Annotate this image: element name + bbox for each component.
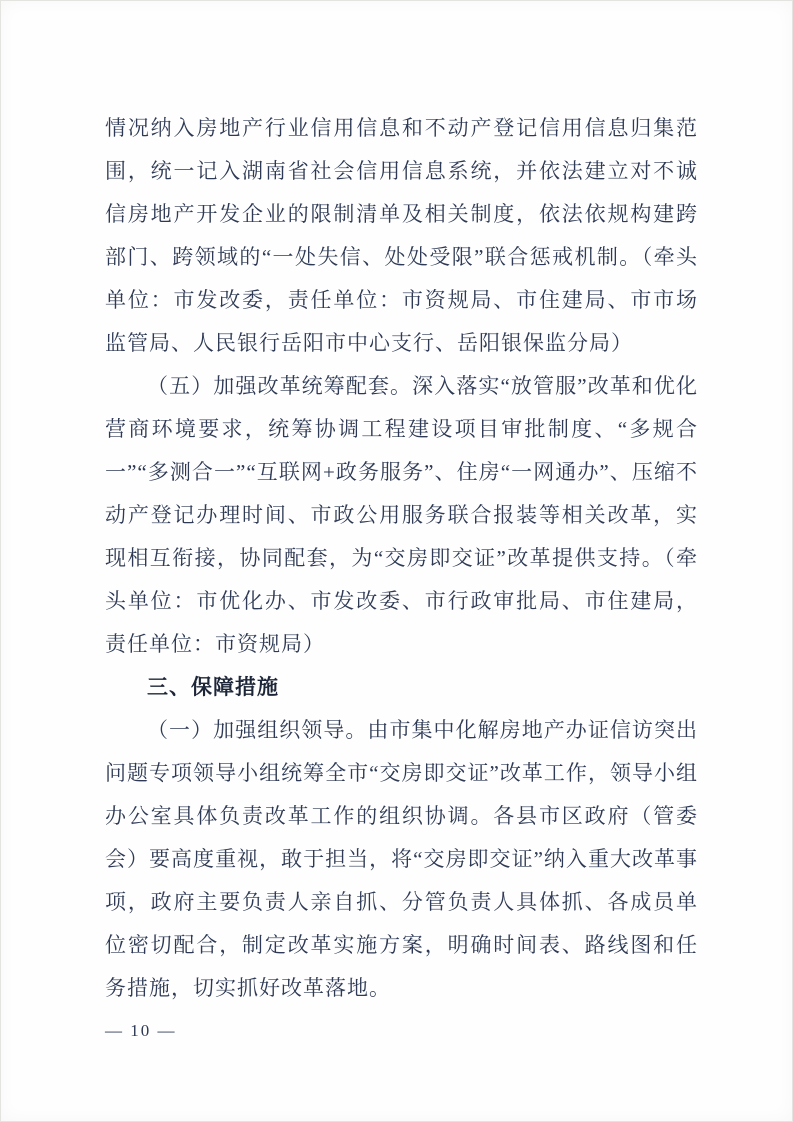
paragraph-continuation: 情况纳入房地产行业信用信息和不动产登记信用信息归集范围，统一记入湖南省社会信用信息系统，并依法建立对不诚信房地产开发企业的限制清单及相关制度，依法依规构建跨部门、跨领域的“一处失信、处处受限”联合惩戒机制。（牵头单位：市发改委，责任单位：市资规局、市住建局、市市场监管局、人民银行岳阳市中心支行、岳阳银保监分局）: [105, 116, 698, 355]
paragraph-item-one: （一）加强组织领导。由市集中化解房地产办证信访突出问题专项领导小组统筹全市“交房即交证”改革工作，领导小组办公室具体负责改革工作的组织协调。各县市区政府（管委会）要高度重视，敢于担当，将“交房即交证”纳入重大改革事项，政府主要负责人亲自抓、分管负责人具体抓、各成员单位密切配合，制定改革实施方案，明确时间表、路线图和任务措施，切实抓好改革落地。: [105, 718, 698, 1000]
page-number: — 10 —: [105, 1021, 177, 1040]
paragraph-item-five: （五）加强改革统筹配套。深入落实“放管服”改革和优化营商环境要求，统筹协调工程建设项目审批制度、“多规合一”“多测合一”“互联网+政务服务”、住房“一网通办”、压缩不动产登记办理时间、市政公用服务联合报装等相关改革，实现相互衔接，协同配套，为“交房即交证”改革提供支持。（牵头单位：市优化办、市发改委、市行政审批局、市住建局，责任单位：市资规局）: [105, 374, 698, 656]
section-heading: 三、保障措施: [147, 676, 279, 699]
document-body: [105, 107, 698, 1010]
